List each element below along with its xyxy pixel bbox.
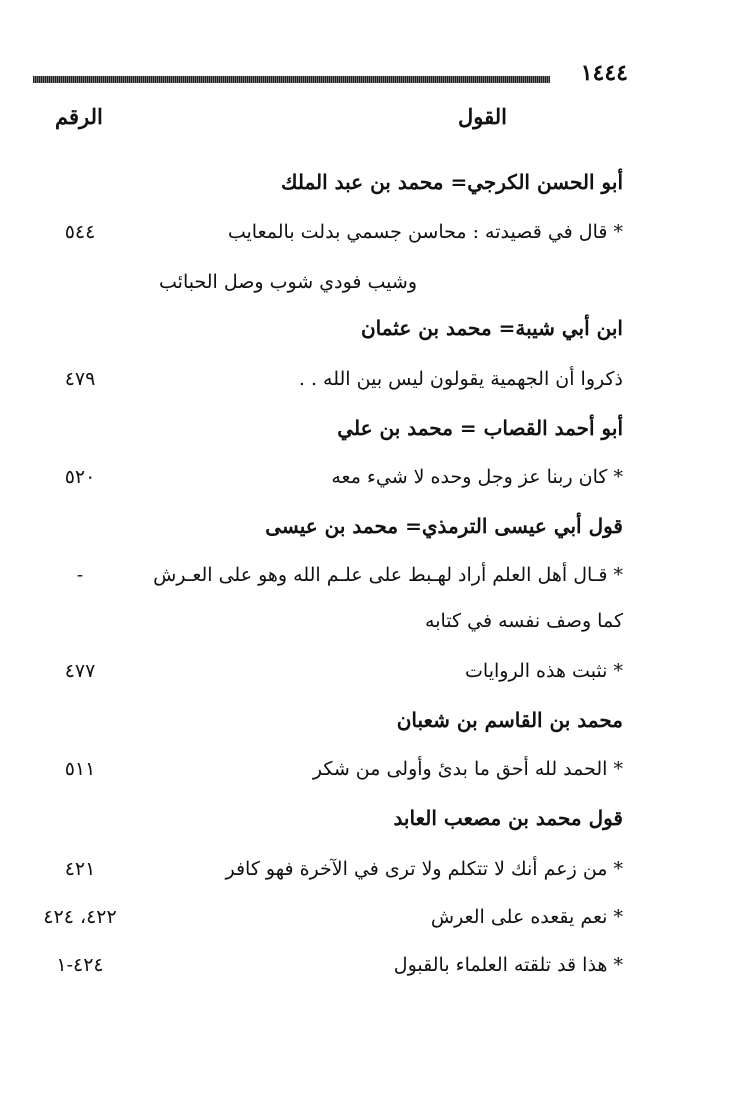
entry-text: كما وصف نفسه في كتابه (425, 610, 623, 632)
entry-text: * الحمد لله أحق ما بدئ وأولى من شكر (312, 758, 623, 780)
entry-text: * نعم يقعده على العرش (430, 906, 623, 928)
entry-number: - (76, 564, 84, 586)
index-entry (0, 604, 747, 644)
index-heading (0, 702, 747, 742)
column-header-number: الرقم (55, 104, 103, 129)
heading-text: محمد بن القاسم بن شعبان (396, 708, 623, 732)
entry-number: ٥١١ (64, 758, 96, 780)
index-entry (0, 948, 747, 988)
heading-text: أبو أحمد القصاب = محمد بن علي (337, 416, 623, 440)
index-entry (0, 852, 747, 892)
index-entry (0, 362, 747, 402)
heading-text: ابن أبي شيبة= محمد بن عثمان (360, 316, 623, 340)
column-header-quote: القول (458, 104, 507, 129)
header-rule (33, 76, 550, 83)
heading-text: قول أبي عيسى الترمذي= محمد بن عيسى (265, 514, 623, 538)
index-heading (0, 310, 747, 350)
entry-text: * نثبت هذه الروايات (465, 660, 623, 682)
index-entry (0, 654, 747, 694)
heading-text: قول محمد بن مصعب العابد (393, 806, 623, 830)
page-number: ١٤٤٤ (580, 60, 628, 86)
entry-text: * كان ربنا عز وجل وحده لا شيء معه (331, 466, 623, 488)
entry-number: ٤٢٢، ٤٢٤ (43, 906, 117, 928)
entry-text: ذكروا أن الجهمية يقولون ليس بين الله . . (298, 368, 623, 390)
entry-number: ٥٤٤ (64, 221, 96, 243)
index-entry (0, 900, 747, 940)
entry-text: * قال في قصيدته : محاسن جسمي بدلت بالمعايب (227, 221, 623, 243)
index-heading (0, 508, 747, 548)
entry-text: * هذا قد تلقته العلماء بالقبول (393, 954, 623, 976)
index-entry (0, 558, 747, 598)
entry-text: وشيب فودي شوب وصل الحبائب (159, 271, 417, 293)
index-heading (0, 164, 747, 204)
index-entry (0, 265, 747, 305)
index-entry (0, 215, 747, 255)
index-heading (0, 410, 747, 450)
entry-number: ٤٢٤-١ (56, 954, 104, 976)
index-heading (0, 800, 747, 840)
entry-text: * من زعم أنك لا تتكلم ولا ترى في الآخرة فهو كافر (225, 858, 623, 880)
heading-text: أبو الحسن الكرجي= محمد بن عبد الملك (280, 170, 623, 194)
index-entry (0, 752, 747, 792)
entry-text: * قـال أهل العلم أراد لهـبط على علـم الله وهو على العـرش (153, 564, 623, 586)
entry-number: ٤٢١ (64, 858, 96, 880)
entry-number: ٥٢٠ (64, 466, 96, 488)
index-entry (0, 460, 747, 500)
entry-number: ٤٧٩ (64, 368, 96, 390)
entry-number: ٤٧٧ (64, 660, 96, 682)
